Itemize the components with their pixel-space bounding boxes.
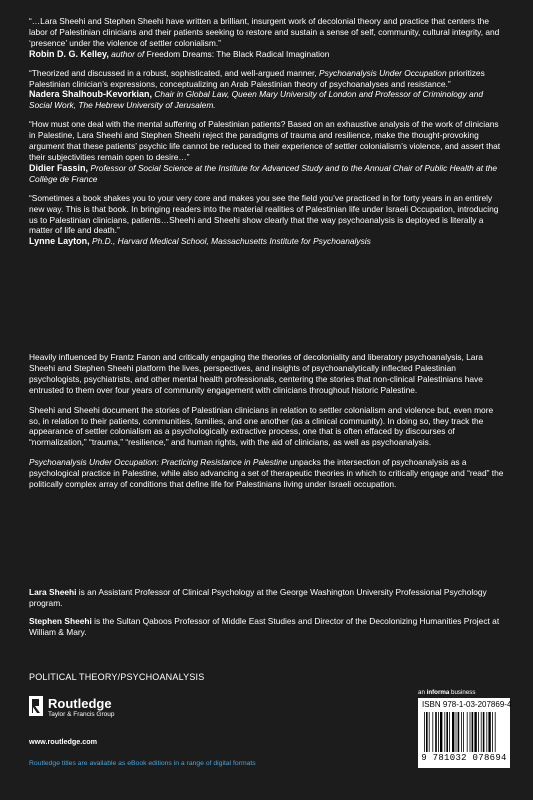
- endorser-name: Lynne Layton,: [29, 236, 90, 247]
- publisher-group: Taylor & Francis Group: [48, 711, 115, 718]
- endorsement-kelley: [29, 16, 507, 60]
- book-title: Psychoanalysis Under Occupation: Practicing Resistance in Palestine: [29, 457, 288, 468]
- author-bio-text: is an Assistant Professor of Clinical Psychology at the George Washington University Professional Psychology program.: [29, 587, 487, 608]
- quote-text: “…Lara Sheehi and Stephen Sheehi have written a brilliant, insurgent work of decolonial theory and practice that centers the labor of Palestinian clinicians and their patients seeking to restore and sustain a sense of self, community, cultural integrity, and ‘presence’ under the violence of settler colonialism.”: [29, 16, 500, 48]
- subject-category: POLITICAL THEORY/PSYCHOANALYSIS: [29, 672, 205, 682]
- description-paragraph: [29, 457, 505, 490]
- isbn-barcode: [418, 698, 510, 768]
- endorser-name: Nadera Shalhoub-Kevorkian,: [29, 89, 153, 100]
- informa-brand: informa: [426, 689, 450, 696]
- author-bio: [29, 616, 505, 638]
- book-description: [29, 352, 505, 499]
- endorser-affiliation: Chair in Global Law, Queen Mary University of London and Professor of Criminology and Social Work, The Hebrew University of Jerusalem.: [29, 89, 484, 111]
- description-paragraph: Sheehi and Sheehi document the stories of Palestinian clinicians in relation to settler colonialism and violence but, even more so, in relation to their patients, communities, families, and one another (as a clinical community). In doing so, they track the appearance of settler colonialism as a psychologically extractive process, one that is often effaced by discourses of “normalization,” “trauma,” “resilience,” and human rights, with the aid of clinicians, as well as psychoanalysis.: [29, 404, 494, 448]
- endorser-affiliation-prefix: author of: [108, 48, 147, 59]
- informa-suffix: business: [449, 689, 476, 696]
- endorser-name: Didier Fassin,: [29, 162, 89, 173]
- barcode-digits: 9 781032 078694: [421, 753, 507, 763]
- author-bio-text: is the Sultan Qaboos Professor of Middle East Studies and Director of the Decolonizing Humanities Project at William & Mary.: [29, 615, 500, 637]
- quote-attribution: [29, 49, 507, 60]
- quote-text: “How must one deal with the mental suffering of Palestinian patients? Based on an exhaustive analysis of the work of clinicians in Palestine, Lara Sheehi and Stephen Sheehi reject the paradigms of trauma and resilience, make the thought-provoking argument that these patients’ psychic life cannot be reduced to their experience of settler colonialism’s violence, and assert that their subjectivities remain open to desire…”: [29, 119, 501, 162]
- quote-text-suffix: prioritizes Palestinian clinician’s expressions, conceptualizing an Arab Palestinian theory of psychoanalyses and resistance.”: [29, 67, 485, 89]
- routledge-logo-icon: [29, 696, 43, 716]
- endorser-affiliation: Professor of Social Science at the Institute for Advanced Study and to the Annual Chair of Public Health at the Collège de France: [29, 162, 498, 184]
- barcode-icon: [420, 712, 508, 754]
- publisher-name: Routledge: [48, 696, 112, 711]
- quote-book-title: Psychoanalysis Under Occupation: [319, 67, 447, 78]
- quote-attribution: [29, 236, 507, 247]
- quote-attribution: [29, 89, 507, 111]
- endorser-affiliation: Freedom Dreams: The Black Radical Imagination: [146, 48, 330, 59]
- endorsements: [29, 16, 507, 255]
- endorser-affiliation: Ph.D., Harvard Medical School, Massachusetts Institute for Psychoanalysis: [89, 236, 371, 247]
- author-name: Stephen Sheehi: [29, 615, 92, 626]
- publisher-logo: [48, 697, 114, 719]
- author-name: Lara Sheehi: [29, 587, 77, 597]
- description-text: unpacks the intersection of psychoanalysis as a psychological practice in Palestine, while also advancing a set of therapeutic theories in which to critically engage and “read” the politically complex array of conditions that define life for Palestinians living under Israeli occupation.: [29, 457, 504, 490]
- endorser-name: Robin D. G. Kelley,: [29, 48, 109, 59]
- quote-text-prefix: “Theorized and discussed in a robust, sophisticated, and well-argued manner,: [29, 67, 320, 78]
- endorsement-shalhoub-kevorkian: [29, 68, 507, 112]
- informa-prefix: an: [418, 689, 427, 696]
- quote-text: [29, 68, 507, 90]
- quote-text: “Sometimes a book shakes you to your very core and makes you see the field you’ve practiced in for forty years in an entirely new way. This is that book. In bringing readers into the material realities of Palestinian life under Israeli Occupation, introducing us to Palestinian clinicians, patients…Sheehi and Sheehi show clearly that the way psychoanalysis is deployed is literally a matter of life and death.”: [29, 192, 499, 236]
- ebook-note: Routledge titles are available as eBook editions in a range of digital formats: [29, 760, 256, 767]
- author-bios: [29, 587, 505, 645]
- informa-business-label: [418, 689, 475, 696]
- author-bio: [29, 587, 505, 609]
- endorsement-layton: [29, 193, 507, 248]
- isbn-label: ISBN 978-1-03-207869-4: [422, 700, 512, 709]
- endorsement-fassin: [29, 119, 507, 184]
- quote-attribution: [29, 163, 507, 185]
- publisher-website: www.routledge.com: [29, 737, 98, 746]
- description-paragraph: Heavily influenced by Frantz Fanon and critically engaging the theories of decoloniality and liberatory psychoanalysis, Lara Sheehi and Stephen Sheehi platform the lives, perspectives, and insights of psychoanalytically inflected Palestinian psychologists, psychiatrists, and other mental health professionals, centering the stories that non-clinical Palestinians have entrusted to them over four years of community engagement with clinicians throughout historic Palestine.: [29, 352, 483, 395]
